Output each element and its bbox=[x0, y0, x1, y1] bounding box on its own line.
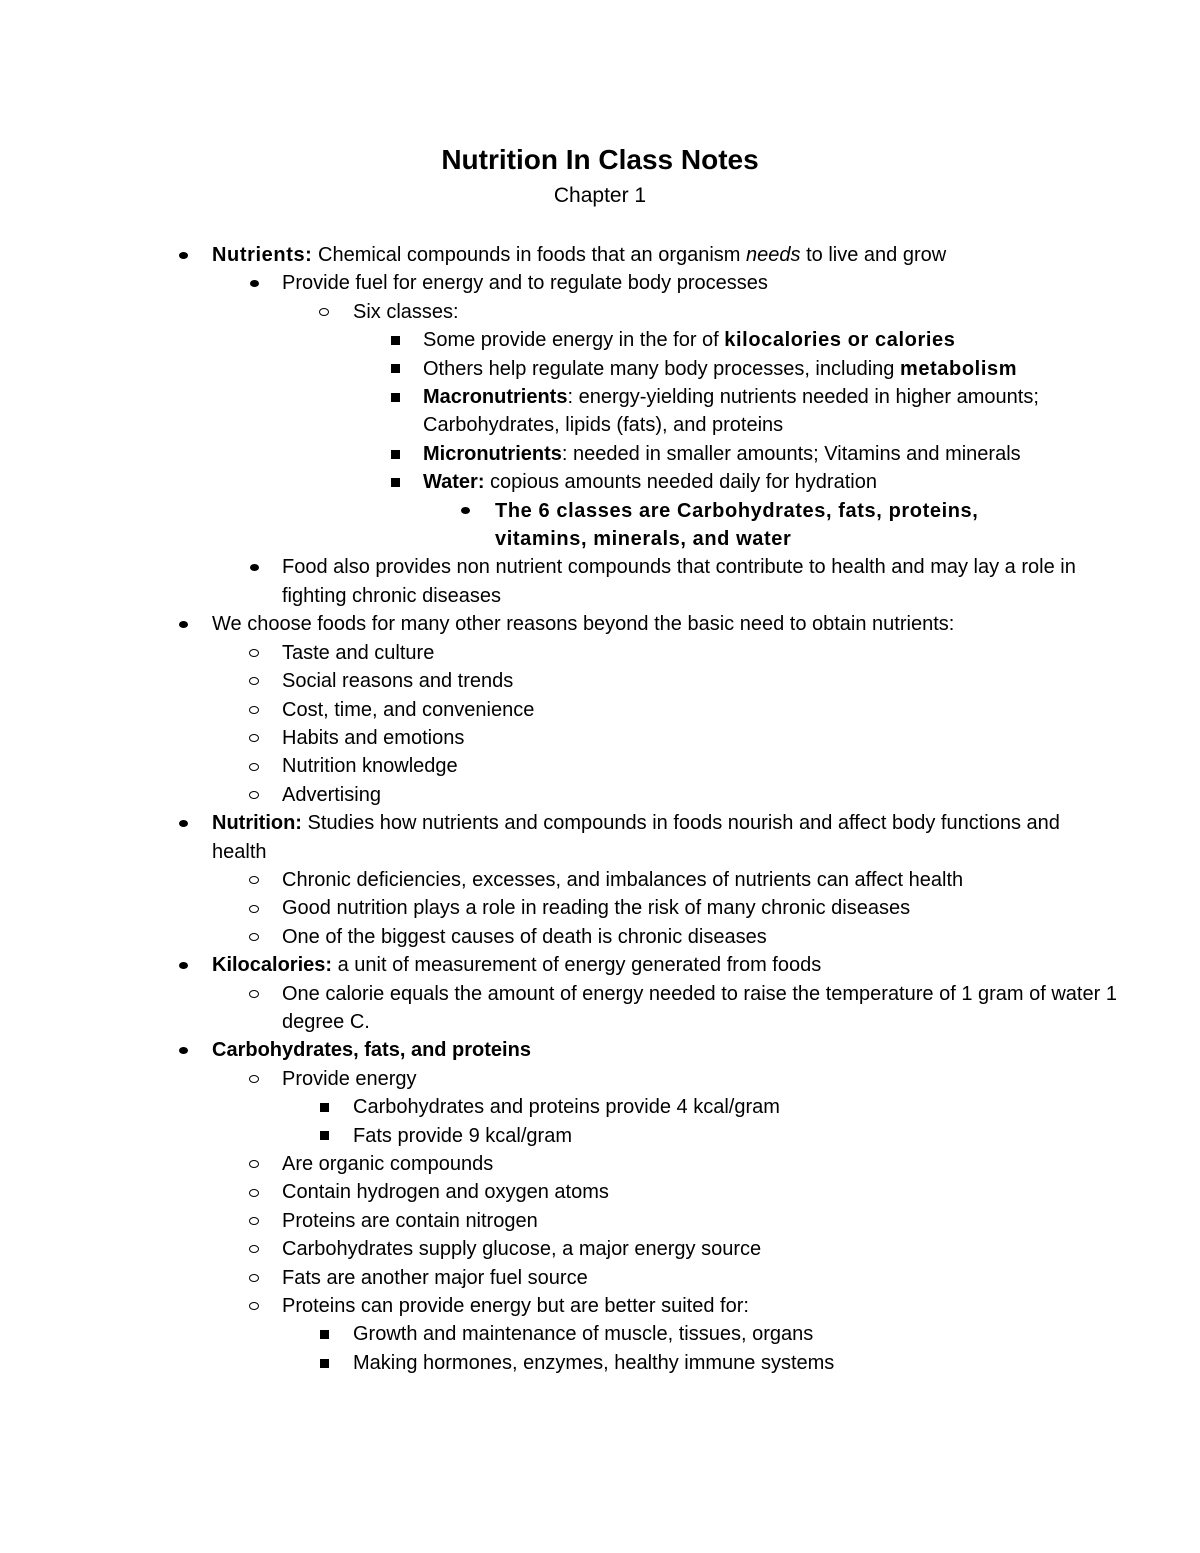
text-run: Making hormones, enzymes, healthy immune systems bbox=[353, 1351, 835, 1374]
list-item-text bbox=[212, 610, 1062, 638]
text-run: to live and grow bbox=[800, 244, 947, 266]
circle-bullet-icon bbox=[247, 639, 261, 667]
text-run: : needed in smaller amounts; Vitamins and minerals bbox=[561, 442, 1021, 465]
list-item bbox=[0, 269, 1200, 297]
text-run: kilocalories or calories bbox=[724, 329, 956, 352]
list-item-text bbox=[353, 1320, 1200, 1348]
list-item bbox=[0, 724, 1200, 752]
list-item bbox=[0, 894, 1200, 922]
list-item bbox=[0, 980, 1200, 1037]
list-item bbox=[0, 809, 1200, 866]
circle-bullet-icon bbox=[247, 866, 261, 894]
text-run: We choose foods for many other reasons beyond the basic need to obtain nutrients: bbox=[212, 613, 955, 636]
list-item-text bbox=[282, 553, 1132, 610]
list-item-text bbox=[282, 1235, 1132, 1263]
text-run: Chronic deficiencies, excesses, and imbalances of nutrients can affect health bbox=[282, 868, 964, 891]
text-run: Habits and emotions bbox=[282, 726, 465, 749]
list-item-text bbox=[353, 1349, 1200, 1377]
list-item bbox=[0, 440, 1200, 468]
list-item bbox=[0, 781, 1200, 809]
disc-bullet-icon bbox=[247, 269, 261, 297]
list-item-text bbox=[282, 752, 1132, 780]
square-bullet-icon bbox=[388, 355, 402, 383]
circle-bullet-icon bbox=[247, 923, 261, 951]
list-item bbox=[0, 1207, 1200, 1235]
text-run: Some provide energy in the for of bbox=[423, 329, 725, 352]
circle-bullet-icon bbox=[247, 781, 261, 809]
list-item bbox=[0, 326, 1200, 354]
text-run: Food also provides non nutrient compounds that contribute to health and may lay a role in fighting chronic diseases bbox=[282, 556, 1076, 607]
list-item-text bbox=[212, 241, 1062, 269]
list-item bbox=[0, 468, 1200, 496]
text-run: Carbohydrates, fats, and proteins bbox=[212, 1039, 531, 1062]
list-item bbox=[0, 667, 1200, 695]
text-run: One calorie equals the amount of energy needed to raise the temperature of 1 gram of water 1 degree C. bbox=[282, 982, 1117, 1033]
list-item bbox=[0, 752, 1200, 780]
list-item-text bbox=[282, 1292, 1132, 1320]
list-item-text bbox=[212, 809, 1062, 866]
text-run: Six classes: bbox=[353, 300, 459, 323]
square-bullet-icon bbox=[388, 468, 402, 496]
list-item-text bbox=[423, 383, 1063, 440]
list-item bbox=[0, 610, 1200, 638]
list-item-text bbox=[282, 980, 1132, 1037]
disc-bullet-icon bbox=[458, 497, 472, 525]
text-run: Taste and culture bbox=[282, 641, 435, 664]
circle-bullet-icon bbox=[247, 696, 261, 724]
disc-bullet-icon bbox=[176, 610, 190, 638]
text-run: Water: bbox=[423, 471, 485, 494]
disc-bullet-icon bbox=[176, 1036, 190, 1064]
text-run: Proteins can provide energy but are better suited for: bbox=[282, 1295, 749, 1318]
list-item bbox=[0, 1150, 1200, 1178]
page-title: Nutrition In Class Notes bbox=[441, 144, 759, 175]
text-run: metabolism bbox=[899, 357, 1018, 380]
list-item-text bbox=[282, 667, 1132, 695]
square-bullet-icon bbox=[317, 1122, 331, 1150]
text-run: Provide fuel for energy and to regulate body processes bbox=[282, 272, 768, 295]
list-item bbox=[0, 639, 1200, 667]
list-item-text bbox=[353, 1093, 1200, 1121]
list-item bbox=[0, 1093, 1200, 1121]
list-item bbox=[0, 497, 1200, 554]
circle-bullet-icon bbox=[247, 1065, 261, 1093]
text-run: Advertising bbox=[282, 783, 381, 806]
text-run: a unit of measurement of energy generated from foods bbox=[332, 954, 822, 977]
list-item bbox=[0, 1122, 1200, 1150]
text-run: Others help regulate many body processes, including bbox=[423, 357, 900, 380]
list-item bbox=[0, 866, 1200, 894]
list-item-text bbox=[353, 1122, 1200, 1150]
list-item-text bbox=[423, 326, 1063, 354]
text-run: Good nutrition plays a role in reading the risk of many chronic diseases bbox=[282, 897, 911, 920]
list-item-text bbox=[353, 298, 1200, 326]
text-run: Contain hydrogen and oxygen atoms bbox=[282, 1181, 609, 1204]
list-item-text bbox=[212, 1036, 1062, 1064]
text-run: Carbohydrates supply glucose, a major energy source bbox=[282, 1238, 762, 1261]
list-item bbox=[0, 553, 1200, 610]
list-item-text bbox=[282, 724, 1132, 752]
text-run: Fats provide 9 kcal/gram bbox=[353, 1124, 572, 1147]
list-item-text bbox=[282, 781, 1132, 809]
circle-bullet-icon bbox=[247, 1178, 261, 1206]
list-item-text bbox=[282, 1065, 1132, 1093]
list-item-text bbox=[423, 355, 1063, 383]
text-run: needs bbox=[746, 244, 801, 266]
list-item-text bbox=[423, 468, 1063, 496]
list-item bbox=[0, 951, 1200, 979]
circle-bullet-icon bbox=[247, 1207, 261, 1235]
list-item bbox=[0, 1178, 1200, 1206]
square-bullet-icon bbox=[317, 1320, 331, 1348]
circle-bullet-icon bbox=[247, 724, 261, 752]
circle-bullet-icon bbox=[317, 298, 331, 326]
disc-bullet-icon bbox=[247, 553, 261, 581]
circle-bullet-icon bbox=[247, 1150, 261, 1178]
text-run: One of the biggest causes of death is chronic diseases bbox=[282, 925, 767, 948]
list-item-text bbox=[282, 1150, 1132, 1178]
circle-bullet-icon bbox=[247, 1264, 261, 1292]
text-run: Kilocalories: bbox=[212, 954, 333, 977]
list-item-text bbox=[282, 1207, 1132, 1235]
text-run: Social reasons and trends bbox=[282, 670, 514, 693]
list-item-text bbox=[212, 951, 1062, 979]
list-item bbox=[0, 1320, 1200, 1348]
text-run: Macronutrients bbox=[423, 386, 568, 409]
text-run: Fats are another major fuel source bbox=[282, 1266, 588, 1289]
list-item bbox=[0, 923, 1200, 951]
text-run: : energy-yielding nutrients needed in higher amounts; Carbohydrates, lipids (fats), and proteins bbox=[423, 386, 1039, 437]
list-item-text bbox=[495, 497, 1055, 554]
text-run: Carbohydrates and proteins provide 4 kcal/gram bbox=[353, 1096, 780, 1119]
circle-bullet-icon bbox=[247, 980, 261, 1008]
list-item-text bbox=[282, 1178, 1132, 1206]
list-item bbox=[0, 1264, 1200, 1292]
text-run: The 6 classes are Carbohydrates, fats, proteins, vitamins, minerals, and water bbox=[495, 499, 979, 551]
list-item-text bbox=[282, 1264, 1132, 1292]
circle-bullet-icon bbox=[247, 1292, 261, 1320]
list-item-text bbox=[282, 866, 1132, 894]
list-item bbox=[0, 298, 1200, 326]
square-bullet-icon bbox=[388, 326, 402, 354]
list-item bbox=[0, 1349, 1200, 1377]
notes-list bbox=[0, 241, 1200, 1377]
text-run: Cost, time, and convenience bbox=[282, 698, 535, 721]
list-item-text bbox=[282, 894, 1132, 922]
square-bullet-icon bbox=[317, 1093, 331, 1121]
text-run: Nutrients: bbox=[212, 244, 313, 266]
list-item bbox=[0, 1065, 1200, 1093]
list-item-text bbox=[282, 639, 1132, 667]
text-run: copious amounts needed daily for hydration bbox=[484, 471, 877, 494]
square-bullet-icon bbox=[388, 383, 402, 411]
circle-bullet-icon bbox=[247, 1235, 261, 1263]
list-item bbox=[0, 1292, 1200, 1320]
list-item-text bbox=[282, 923, 1132, 951]
square-bullet-icon bbox=[388, 440, 402, 468]
square-bullet-icon bbox=[317, 1349, 331, 1377]
text-run: Growth and maintenance of muscle, tissues, organs bbox=[353, 1323, 814, 1346]
text-run: Provide energy bbox=[282, 1067, 417, 1090]
list-item bbox=[0, 1036, 1200, 1064]
list-item bbox=[0, 383, 1200, 440]
text-run: Are organic compounds bbox=[282, 1153, 494, 1175]
text-run: Nutrition knowledge bbox=[282, 755, 458, 778]
list-item bbox=[0, 241, 1200, 269]
text-run: Studies how nutrients and compounds in foods nourish and affect body functions and health bbox=[212, 812, 1060, 863]
disc-bullet-icon bbox=[176, 241, 190, 269]
disc-bullet-icon bbox=[176, 809, 190, 837]
text-run: Micronutrients bbox=[423, 442, 562, 465]
text-run: Chemical compounds in foods that an organism bbox=[312, 244, 747, 266]
list-item-text bbox=[423, 440, 1063, 468]
list-item bbox=[0, 1235, 1200, 1263]
circle-bullet-icon bbox=[247, 667, 261, 695]
list-item bbox=[0, 355, 1200, 383]
list-item-text bbox=[282, 269, 1132, 297]
text-run: Proteins are contain nitrogen bbox=[282, 1209, 538, 1232]
list-item-text bbox=[282, 696, 1132, 724]
circle-bullet-icon bbox=[247, 894, 261, 922]
disc-bullet-icon bbox=[176, 951, 190, 979]
circle-bullet-icon bbox=[247, 752, 261, 780]
list-item bbox=[0, 696, 1200, 724]
chapter-subtitle: Chapter 1 bbox=[553, 184, 647, 207]
text-run: Nutrition: bbox=[212, 812, 302, 835]
